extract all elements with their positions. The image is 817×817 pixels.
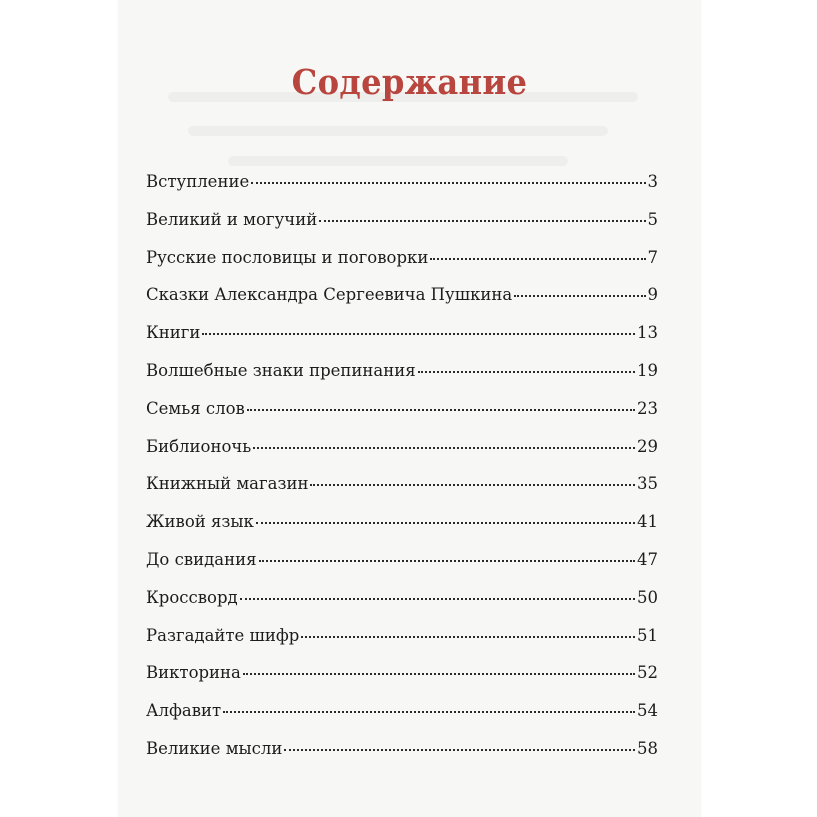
dot-leader (256, 522, 635, 524)
toc-entry-title: Книги (146, 323, 201, 343)
toc-entry (146, 210, 658, 248)
book-page (118, 0, 701, 817)
toc-page-number: 5 (647, 209, 658, 229)
toc-page-number: 58 (637, 738, 658, 758)
toc-entry-title: Вступление (146, 172, 250, 191)
dot-leader (253, 447, 635, 449)
toc-page-number: 23 (637, 398, 658, 418)
toc-page-number: 29 (637, 436, 658, 456)
dot-leader (223, 711, 635, 713)
toc-entry (146, 248, 658, 286)
toc-entry-title: Семья слов (146, 398, 245, 418)
toc-page-number: 9 (647, 285, 658, 305)
toc-entry (146, 739, 658, 777)
toc-entry-title: Русские пословицы и поговорки (146, 247, 429, 267)
toc-entry-title: Сказки Александра Сергеевича Пушкина (146, 285, 513, 305)
toc-entry (146, 512, 658, 550)
table-of-contents (146, 172, 658, 777)
toc-entry-title: Библионочь (146, 436, 252, 456)
toc-page-number: 35 (637, 474, 658, 494)
dot-leader (240, 598, 635, 600)
toc-entry-title: Волшебные знаки препинания (146, 360, 416, 380)
toc-entry (146, 323, 658, 361)
toc-entry (146, 172, 658, 210)
bleed-through-shadow (228, 156, 568, 166)
toc-entry-title: Алфавит (146, 701, 222, 721)
dot-leader (202, 333, 635, 335)
toc-page-number: 51 (637, 625, 658, 645)
toc-entry (146, 437, 658, 475)
toc-page-number: 13 (637, 323, 658, 343)
toc-entry-title: Великие мысли (146, 738, 283, 758)
toc-page-number: 19 (637, 360, 658, 380)
page-title: Содержание (291, 62, 528, 103)
toc-page-number: 50 (637, 587, 658, 607)
toc-entry (146, 588, 658, 626)
toc-entry (146, 399, 658, 437)
dot-leader (319, 220, 645, 222)
toc-entry-title: Викторина (146, 663, 241, 683)
toc-page-number: 7 (647, 247, 658, 267)
toc-entry (146, 663, 658, 701)
toc-entry-title: Кроссворд (146, 587, 238, 607)
dot-leader (418, 371, 635, 373)
toc-entry (146, 285, 658, 323)
toc-entry-title: Книжный магазин (146, 474, 309, 494)
dot-leader (259, 560, 635, 562)
toc-entry (146, 361, 658, 399)
toc-entry (146, 474, 658, 512)
bleed-through-shadow (188, 126, 608, 136)
toc-page-number: 52 (637, 663, 658, 683)
dot-leader (301, 636, 635, 638)
dot-leader (243, 673, 635, 675)
toc-entry (146, 701, 658, 739)
dot-leader (430, 258, 645, 260)
toc-page-number: 3 (647, 172, 658, 191)
toc-entry-title: Разгадайте шифр (146, 625, 300, 645)
dot-leader (247, 409, 635, 411)
dot-leader (251, 182, 645, 184)
dot-leader (310, 484, 635, 486)
toc-entry (146, 550, 658, 588)
toc-entry (146, 626, 658, 664)
toc-page-number: 47 (637, 549, 658, 569)
toc-page-number: 41 (637, 512, 658, 532)
dot-leader (284, 749, 635, 751)
dot-leader (514, 295, 645, 297)
toc-entry-title: Живой язык (146, 512, 254, 532)
toc-entry-title: До свидания (146, 549, 257, 569)
toc-entry-title: Великий и могучий (146, 209, 318, 229)
toc-page-number: 54 (637, 701, 658, 721)
